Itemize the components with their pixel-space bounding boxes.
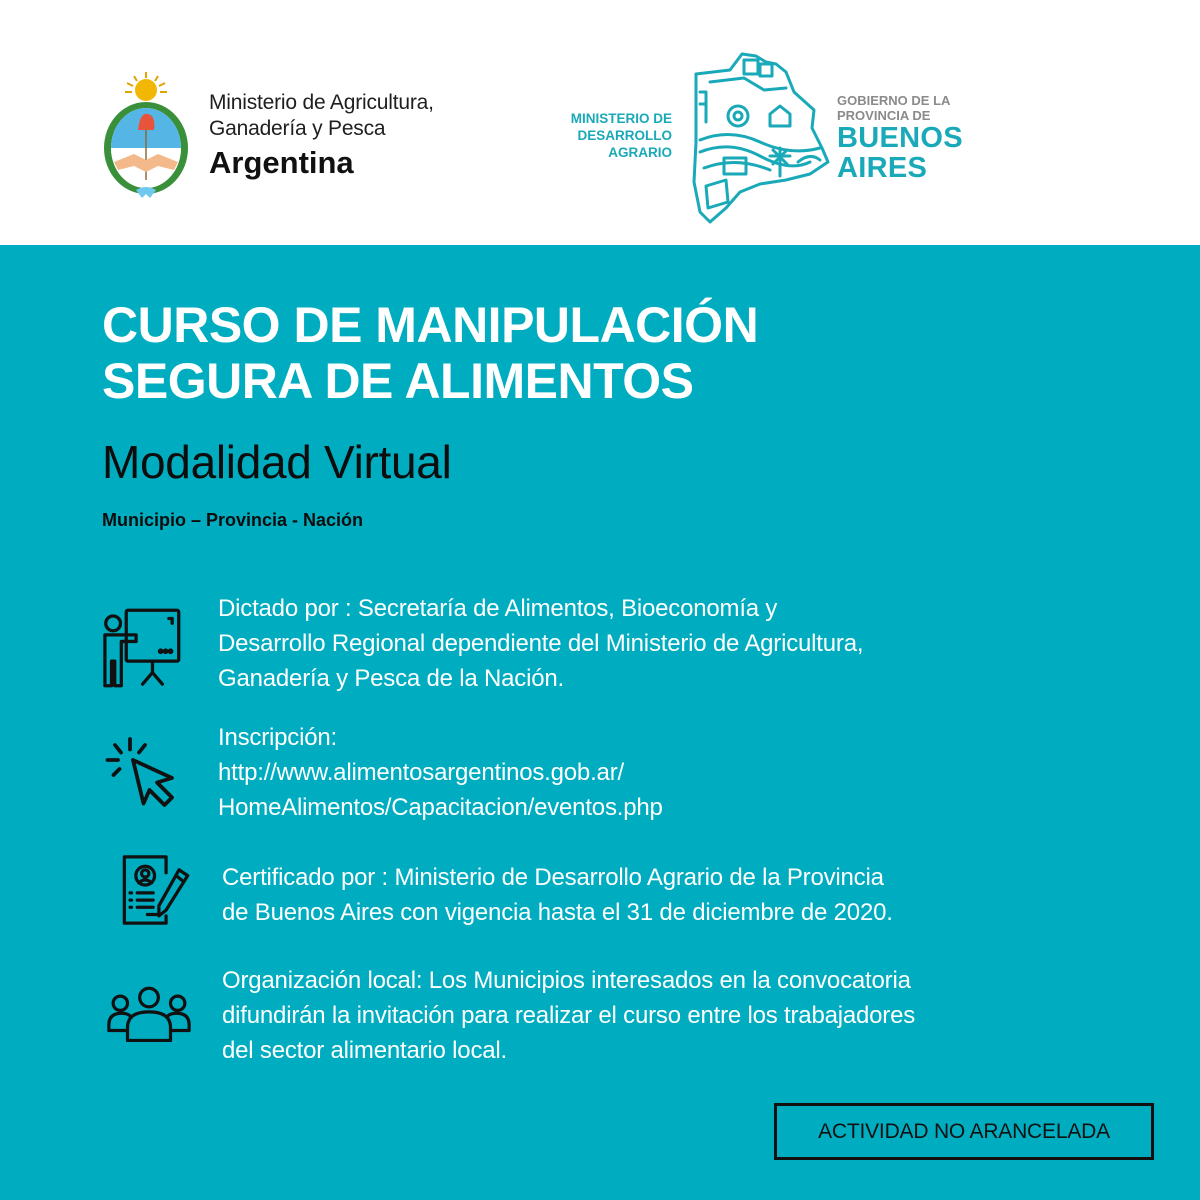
provincial-ministry-line-1: MINISTERIO DE	[570, 111, 672, 126]
certification-line-2: de Buenos Aires con vigencia hasta el 31 de diciembre de 2020.	[222, 899, 893, 926]
gov-line-2: PROVINCIA DE	[837, 108, 931, 123]
registration-label: Inscripción:	[218, 724, 337, 751]
gov-line-1: GOBIERNO DE LA	[837, 93, 951, 108]
provincial-ministry-line-2: DESARROLLO	[577, 128, 672, 143]
instructor-line-3: Ganadería y Pesca de la Nación.	[218, 665, 565, 692]
province-name-line-1: BUENOS	[837, 122, 963, 154]
registration-link-line-2[interactable]: HomeAlimentos/Capacitacion/eventos.php	[218, 794, 663, 821]
info-item-certification	[222, 860, 893, 930]
certificate-document-icon	[120, 854, 192, 926]
presentation-board-icon	[100, 606, 182, 690]
course-title-line-1: CURSO DE MANIPULACIÓN	[102, 297, 759, 353]
course-title-line-2: SEGURA DE ALIMENTOS	[102, 353, 694, 409]
national-ministry-country: Argentina	[209, 145, 354, 180]
course-title	[102, 297, 758, 409]
national-ministry-line-2: Ganadería y Pesca	[209, 117, 386, 140]
info-item-registration	[218, 720, 663, 825]
national-ministry-wordmark	[209, 90, 434, 182]
cursor-click-icon	[104, 736, 180, 808]
buenos-aires-province-map-icon	[690, 52, 830, 224]
free-activity-badge: ACTIVIDAD NO ARANCELADA	[774, 1103, 1154, 1160]
info-item-instructor	[218, 591, 863, 696]
header-logos	[0, 0, 1200, 245]
registration-link-line-1[interactable]: http://www.alimentosargentinos.gob.ar/	[218, 759, 624, 786]
course-scope-tagline: Municipio – Provincia - Nación	[102, 510, 364, 530]
provincial-ministry-wordmark	[536, 110, 672, 161]
province-name-line-2: AIRES	[837, 152, 928, 184]
certification-line-1: Certificado por : Ministerio de Desarrollo Agrario de la Provincia	[222, 864, 884, 891]
provincial-government-wordmark	[837, 93, 963, 183]
instructor-line-1: Dictado por : Secretaría de Alimentos, Bioeconomía y	[218, 595, 778, 622]
group-people-icon	[106, 986, 192, 1042]
organization-line-1: Organización local: Los Municipios interesados en la convocatoria	[222, 967, 911, 994]
organization-line-2: difundirán la invitación para realizar el curso entre los trabajadores	[222, 1002, 916, 1029]
national-ministry-line-1: Ministerio de Agricultura,	[209, 91, 434, 114]
info-item-local-organization	[222, 963, 915, 1068]
instructor-line-2: Desarrollo Regional dependiente del Ministerio de Agricultura,	[218, 630, 864, 657]
course-modality: Modalidad Virtual	[102, 436, 452, 488]
organization-line-3: del sector alimentario local.	[222, 1037, 508, 1064]
argentina-coat-of-arms-icon	[100, 68, 192, 203]
provincial-ministry-line-3: AGRARIO	[608, 145, 672, 160]
